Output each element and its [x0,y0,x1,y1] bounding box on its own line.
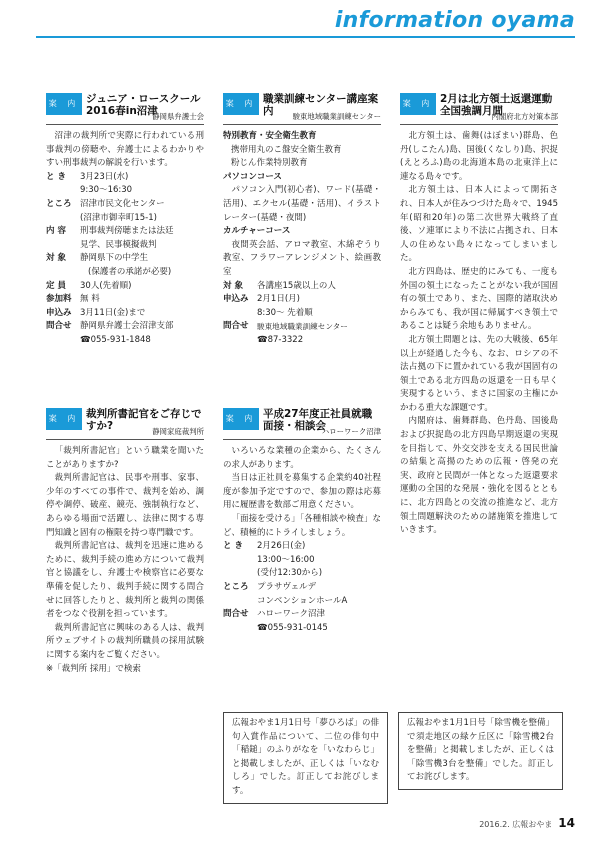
info-badge: 案 内 [46,93,82,115]
page-footer [479,816,575,830]
article-body [400,130,558,538]
application-value: 3月11日(金)まで [80,307,146,318]
target-value: 静岡県下の中学生 [80,253,149,264]
target-key: 対 象 [46,253,66,264]
info-badge: 案 内 [223,408,259,430]
course-item: 携帯用丸のこ盤安全衛生教育 [231,144,342,155]
article-junior-law-school [46,93,204,348]
place-row [223,581,381,595]
content-key: 内 容 [46,226,66,237]
course-item: 粉じん作業特別教育 [231,158,308,169]
course-text: 夜間英会話、アロマ教室、木綿ぞうり教室、フラワーアレンジメント、絵画教室 [223,239,381,277]
course-heading: 特別教育・安全衛生教育 [223,131,317,141]
fee-row [46,293,204,307]
paragraph: 北方領土は、歯舞(はぼまい)群島、色丹(しこたん)島、国後(くなしり)島、択捉(えとろふ)島の北海道本島の北東洋上に連なる島々です。 [400,131,558,182]
article-source: 静岡家庭裁判所 [152,427,204,436]
article-body [223,445,381,635]
article-heading [223,93,381,125]
info-badge: 案 内 [46,408,82,430]
date-row [223,540,381,554]
article-title: 裁判所書記官をご存じですか? [86,408,202,432]
course-heading: カルチャーコース [223,226,291,237]
article-body [46,130,204,348]
article-court-clerk [46,408,204,676]
section-title: information oyama [334,8,575,33]
paragraph: 裁判所書記官に興味のある人は、裁判所ウェブサイトの裁判所職員の採用試験に関する案内をご覧ください。 [46,622,204,660]
correction-notice-haiku: 広報おやま1月1日号「夢ひろば」の俳句入賞作品について、二位の俳句中「稲鎚」のふりがなを「いなわらじ」と掲載しましたが、正しくは「いなむしろ」でした。訂正してお詫びします。 [223,712,388,804]
place-value: プラサヴェルデ [257,581,317,592]
inquiry-key: 問合せ [223,321,249,332]
page-number: 14 [558,816,575,830]
paragraph: 「面接を受ける」「各種相談や検査」など、積極的にトライしましょう。 [223,513,381,538]
place-hall: コンベンションホールA [257,595,348,606]
paragraph: 「裁判所書記官」という職業を聞いたことがありますか? [46,446,204,470]
phone-number: ☎055-931-1848 [80,334,151,345]
course-heading: パソコンコース [223,171,282,182]
article-title: 平成27年度正社員就職面接・相談会 [263,408,373,432]
article-source: 駿東地域職業訓練センター [292,112,381,121]
info-badge: 案 内 [400,93,436,115]
inquiry-value: ハローワーク沼津 [257,609,326,620]
article-northern-territories [400,93,558,538]
paragraph: 当日は正社員を募集する企業約40社程度が参加予定ですので、参加の際は応募用に履歴書を数部ご用意ください。 [223,473,381,511]
date-key: と き [46,171,66,182]
place-value: 沼津市民文化センター [80,198,165,209]
inquiry-row [223,608,381,622]
article-source: ハローワーク沼津 [321,427,381,436]
article-body [223,130,381,348]
intro-text: 沼津の裁判所で実際に行われている刑事裁判の傍聴や、弁護士によるわかりやすい刑事裁判の解説を行います。 [46,131,204,169]
phone-number: ☎87-3322 [257,334,304,345]
course-text: パソコン入門(初心者)、ワード(基礎・活用)、エクセル(基礎・活用)、イラストレーター(基礎・夜間) [223,185,381,223]
content-row [46,225,204,239]
paragraph: 北方領土は、日本人によって開拓され、日本人が住みつづけた島々で、1945年(昭和20年)の第二次世界大戦終了直後、ソ連軍により不法に占拠され、日本人の住めない島々になってしまいました。 [400,185,558,264]
target-row [46,252,204,266]
paragraph: 北方四島は、歴史的にみても、一度も外国の領土になったことがない我が国固有の領土であり、また、国際的諸取決めからみても、我が国に帰属すべき領土であることは疑う余地もありません。 [400,266,558,332]
info-badge: 案 内 [223,93,259,115]
paragraph: 内閣府は、歯舞群島、色丹島、国後島および択捉島の北方四島早期返還の実現を目指して、外交交渉を支える国民世論の結集と高揚のための広報・啓発の充実、政府と民間が一体となった返還要求運動の全国的な発展・強化を図るとともに、北方四島との交流の推進など、北方領土問題解決のための諸施策を推進していきます。 [400,416,558,536]
capacity-row [46,280,204,294]
place-key: ところ [223,581,249,592]
application-value: 2月1日(月) [257,294,300,305]
fee-value: 無 料 [80,294,100,305]
inquiry-key: 問合せ [223,609,249,620]
paragraph: 北方領土問題とは、先の大戦後、65年以上が経過した今も、なお、ロシアの不法占拠の下に置かれている我が国固有の領土である北方四島の返還を一日も早く実現するという、まさに国家の主権にかかわる重大な課題です。 [400,334,558,413]
article-heading [223,408,381,440]
article-heading [46,408,204,440]
application-time: 8:30〜 先着順 [257,307,313,318]
article-heading [46,93,204,125]
paragraph: いろいろな業種の企業から、たくさんの求人があります。 [223,446,381,470]
inquiry-value: 静岡県弁護士会沼津支部 [80,321,174,332]
application-row [223,293,381,307]
date-key: と き [223,541,243,552]
inquiry-row [223,320,381,334]
fee-key: 参加料 [46,294,72,305]
place-key: ところ [46,198,72,209]
article-title: 職業訓練センター講座案内 [263,93,379,117]
application-key: 申込み [46,307,72,318]
article-vocational-training [223,93,381,348]
time-value: 9:30〜16:30 [80,185,133,196]
application-key: 申込み [223,294,249,305]
application-row [46,307,204,321]
article-title: 2月は北方領土返還運動全国強調月間 [440,93,553,117]
target-row [223,280,381,294]
article-source: 内閣府北方対策本部 [491,112,558,121]
page-header [0,0,595,44]
content-value-2: 見学、民事模擬裁判 [80,239,157,250]
inquiry-key: 問合せ [46,321,72,332]
paragraph: 裁判所書記官は、民事や刑事、家事、少年のすべての事件で、裁判を始め、調停や調停、破産、競売、強制執行など、あらゆる場面で活躍し、法律に関する専門知識と固有の権限を持つ専門職です。 [46,473,204,538]
date-value: 2月26日(金) [257,541,306,552]
date-row [46,171,204,185]
phone-number: ☎055-931-0145 [257,622,328,633]
publication-label: 2016.2. 広報おやま [479,820,553,829]
place-row [46,198,204,212]
article-source: 静岡県弁護士会 [152,112,204,121]
reception-time: (受付12:30から) [257,568,323,579]
place-address: (沼津市御幸町15-1) [80,212,157,223]
paragraph: 裁判所書記官は、裁判を迅速に進めるために、裁判手続の進め方について裁判官と協議をし、弁護士や検察官に必要な準備を促したり、裁判手続に関する問合せに回答したりと、裁判所と裁判の関係者をつなぐ役割を担っています。 [46,541,204,620]
target-key: 対 象 [223,280,243,291]
inquiry-value: 駿東地域職業訓練センター [257,322,348,332]
capacity-value: 30人(先着順) [80,280,132,291]
search-note: ※「裁判所 採用」で検索 [46,663,141,674]
article-heading [400,93,558,125]
inquiry-row [46,320,204,334]
article-title: ジュニア・ロースクール2016春in沼津 [86,93,201,117]
target-note: (保護者の承諾が必要) [88,266,172,277]
date-value: 3月23日(水) [80,171,129,182]
capacity-key: 定 員 [46,280,66,291]
article-body [46,445,204,676]
time-value: 13:00〜16:00 [257,554,315,565]
header-rule [36,36,575,38]
target-value: 各講座15歳以上の人 [257,280,336,291]
content-value: 刑事裁判傍聴または法廷 [80,226,174,237]
correction-notice-snowplow: 広報おやま1月1日号「除雪機を整備」で須走地区の緑ケ丘区に「除雪機2台を整備」と掲載しましたが、正しくは「除雪機3台を整備」でした。訂正してお詫びします。 [398,712,563,790]
article-job-fair [223,408,381,635]
